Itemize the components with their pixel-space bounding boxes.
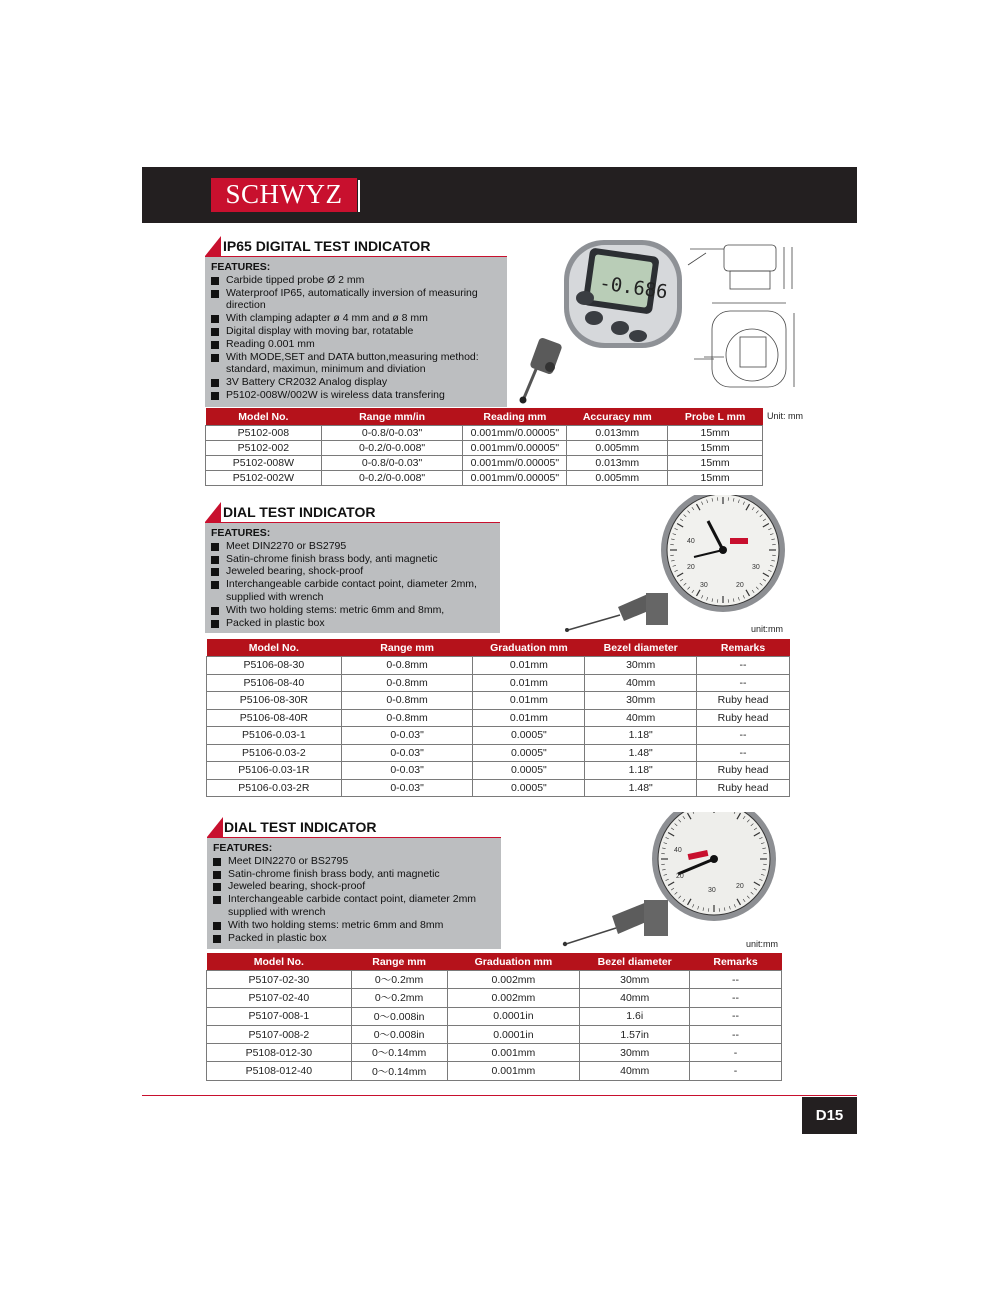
column-header: Remarks <box>690 953 782 971</box>
table-cell: 0-0.2/0-0.008" <box>321 471 463 486</box>
table-cell: 15mm <box>668 426 763 441</box>
table-row <box>207 674 790 692</box>
table-cell: 15mm <box>668 471 763 486</box>
table-cell: 40mm <box>580 1062 690 1080</box>
column-header: Model No. <box>207 639 342 657</box>
bullet-square-icon <box>213 935 221 943</box>
table-header-row <box>206 408 763 426</box>
table-cell: P5106-08-30R <box>207 692 342 710</box>
display-reading: -0.686 <box>597 272 670 304</box>
table-cell: 0-0.8/0-0.03" <box>321 456 463 471</box>
column-header: Reading mm <box>463 408 567 426</box>
table-cell: 40mm <box>585 674 697 692</box>
section-title: DIAL TEST INDICATOR <box>224 819 377 835</box>
table-cell: Ruby head <box>697 709 790 727</box>
table-cell: 0.01mm <box>473 674 585 692</box>
dial-indicator-image <box>560 495 790 635</box>
column-header: Graduation mm <box>447 953 580 971</box>
column-header: Bezel diameter <box>585 639 697 657</box>
table-cell: 30mm <box>585 692 697 710</box>
bullet-square-icon <box>211 392 219 400</box>
column-header: Probe L mm <box>668 408 763 426</box>
table-row <box>206 441 763 456</box>
logo-divider <box>358 180 360 212</box>
table-cell: 0-0.03" <box>341 779 473 797</box>
column-header: Range mm/in <box>321 408 463 426</box>
table-cell: 0.005mm <box>567 441 668 456</box>
column-header: Model No. <box>207 953 352 971</box>
table-cell: -- <box>690 1007 782 1025</box>
feature-text: Jeweled bearing, shock-proof <box>226 565 364 578</box>
feature-text: Packed in plastic box <box>226 616 325 629</box>
feature-item <box>211 376 501 389</box>
table-cell: P5102-002W <box>206 471 322 486</box>
bullet-square-icon <box>213 871 221 879</box>
table-cell: -- <box>697 674 790 692</box>
table-cell: 0-0.03" <box>341 727 473 745</box>
bullet-square-icon <box>211 354 219 362</box>
unit-label: Unit: mm <box>767 411 803 421</box>
feature-item <box>213 919 495 932</box>
table-cell: 40mm <box>585 709 697 727</box>
feature-text: With clamping adapter ø 4 mm and ø 8 mm <box>226 312 428 325</box>
feature-text: With MODE,SET and DATA button,measuring method: standard, maximun, minimum and diviation <box>226 350 479 376</box>
table-cell: 40mm <box>580 989 690 1007</box>
table-cell: 30mm <box>580 971 690 989</box>
table-cell: 0.001mm/0.00005" <box>463 471 567 486</box>
table-cell: 0-0.8mm <box>341 657 473 675</box>
table-cell: -- <box>690 1025 782 1043</box>
table-cell: 0.001mm/0.00005" <box>463 441 567 456</box>
feature-text: Digital display with moving bar, rotatable <box>226 324 414 337</box>
feature-item <box>211 287 501 313</box>
table-row <box>207 1044 782 1062</box>
table-cell: 0.001mm/0.00005" <box>463 456 567 471</box>
table-cell: 30mm <box>585 657 697 675</box>
table-cell: P5102-002 <box>206 441 322 456</box>
table-cell: 0.002mm <box>447 971 580 989</box>
table-cell: 0～0.14mm <box>351 1044 447 1062</box>
table-cell: 0-0.8/0-0.03" <box>321 426 463 441</box>
column-header: Graduation mm <box>473 639 585 657</box>
bullet-square-icon <box>211 290 219 298</box>
table-row <box>207 727 790 745</box>
table-cell: 0.005mm <box>567 471 668 486</box>
spec-table <box>205 408 763 486</box>
table-header-row <box>207 953 782 971</box>
feature-text: Interchangeable carbide contact point, diameter 2mm supplied with wrench <box>228 893 477 918</box>
feature-text: Packed in plastic box <box>228 931 327 944</box>
table-row <box>207 989 782 1007</box>
table-cell: 1.57in <box>580 1025 690 1043</box>
feature-item <box>211 578 494 604</box>
feature-item <box>213 893 495 919</box>
table-cell: P5107-02-30 <box>207 971 352 989</box>
table-cell: 0～0.008in <box>351 1025 447 1043</box>
bullet-square-icon <box>213 883 221 891</box>
table-cell: 0.001mm <box>447 1062 580 1080</box>
column-header: Bezel diameter <box>580 953 690 971</box>
feature-text: Meet DIN2270 or BS2795 <box>228 854 349 867</box>
svg-text:20: 20 <box>736 582 744 589</box>
table-row <box>207 692 790 710</box>
table-cell: 1.18" <box>585 727 697 745</box>
features-heading: FEATURES: <box>211 261 271 273</box>
section-title: DIAL TEST INDICATOR <box>223 504 376 520</box>
table-cell: P5102-008W <box>206 456 322 471</box>
bullet-square-icon <box>211 620 219 628</box>
table-row <box>206 456 763 471</box>
table-cell: 0.0001in <box>447 1007 580 1025</box>
table-cell: P5108-012-30 <box>207 1044 352 1062</box>
feature-list <box>213 855 495 945</box>
feature-item <box>211 553 494 566</box>
table-cell: 0.0001in <box>447 1025 580 1043</box>
feature-item <box>211 604 494 617</box>
digital-indicator-image <box>512 240 692 410</box>
bullet-square-icon <box>211 315 219 323</box>
table-cell: 0.001mm/0.00005" <box>463 426 567 441</box>
feature-item <box>211 312 501 325</box>
table-cell: 0.0005" <box>473 727 585 745</box>
table-row <box>206 471 763 486</box>
feature-item <box>213 868 495 881</box>
table-cell: 0.0005" <box>473 744 585 762</box>
feature-text: 3V Battery CR2032 Analog display <box>226 376 388 389</box>
unit-label: unit:mm <box>751 624 784 634</box>
table-cell: P5107-02-40 <box>207 989 352 1007</box>
bullet-square-icon <box>211 607 219 615</box>
table-cell: -- <box>690 971 782 989</box>
table-cell: -- <box>697 657 790 675</box>
table-cell: -- <box>690 989 782 1007</box>
table-cell: 1.48" <box>585 779 697 797</box>
feature-text: P5102-008W/002W is wireless data transfering <box>226 388 445 401</box>
table-cell: Ruby head <box>697 692 790 710</box>
feature-item <box>211 274 501 287</box>
table-cell: 1.48" <box>585 744 697 762</box>
column-header: Remarks <box>697 639 790 657</box>
feature-text: With two holding stems: metric 6mm and 8mm <box>228 918 444 931</box>
feature-item <box>211 325 501 338</box>
feature-text: With two holding stems: metric 6mm and 8mm, <box>226 603 445 616</box>
table-cell: 0-0.03" <box>341 762 473 780</box>
feature-text: Meet DIN2270 or BS2795 <box>226 539 347 552</box>
svg-text:30: 30 <box>708 887 716 894</box>
section-flag <box>207 817 223 837</box>
table-cell: -- <box>697 727 790 745</box>
table-cell: 15mm <box>668 456 763 471</box>
table-cell: P5106-0.03-2 <box>207 744 342 762</box>
feature-item <box>211 565 494 578</box>
technical-drawing <box>684 243 804 403</box>
table-cell: 0.0005" <box>473 779 585 797</box>
bullet-square-icon <box>213 896 221 904</box>
bullet-square-icon <box>211 581 219 589</box>
feature-item <box>211 338 501 351</box>
feature-text: Reading 0.001 mm <box>226 337 315 350</box>
table-cell: - <box>690 1044 782 1062</box>
svg-text:30: 30 <box>752 564 760 571</box>
table-cell: 0.002mm <box>447 989 580 1007</box>
column-header: Range mm <box>351 953 447 971</box>
spec-table <box>206 953 782 1081</box>
column-header: Model No. <box>206 408 322 426</box>
table-cell: P5108-012-40 <box>207 1062 352 1080</box>
column-header: Range mm <box>341 639 473 657</box>
feature-text: Satin-chrome finish brass body, anti magnetic <box>228 867 440 880</box>
table-cell: P5107-008-1 <box>207 1007 352 1025</box>
table-cell: -- <box>697 744 790 762</box>
svg-text:40: 40 <box>687 538 695 545</box>
features-heading: FEATURES: <box>213 842 273 854</box>
unit-label: unit:mm <box>746 939 779 949</box>
svg-text:20: 20 <box>687 564 695 571</box>
table-cell: 0-0.8mm <box>341 674 473 692</box>
svg-text:40: 40 <box>674 847 682 854</box>
table-cell: 0-0.8mm <box>341 709 473 727</box>
table-cell: 0～0.008in <box>351 1007 447 1025</box>
feature-item <box>211 617 494 630</box>
table-cell: 0-0.8mm <box>341 692 473 710</box>
table-row <box>207 744 790 762</box>
feature-item <box>211 389 501 402</box>
table-row <box>207 779 790 797</box>
features-box <box>205 257 507 407</box>
table-row <box>206 426 763 441</box>
table-cell: P5106-0.03-1R <box>207 762 342 780</box>
svg-text:20: 20 <box>676 873 684 880</box>
table-cell: P5106-0.03-2R <box>207 779 342 797</box>
dial-indicator-image <box>556 812 781 952</box>
table-cell: - <box>690 1062 782 1080</box>
column-header: Accuracy mm <box>567 408 668 426</box>
feature-item <box>213 880 495 893</box>
bullet-square-icon <box>211 568 219 576</box>
table-row <box>207 1062 782 1080</box>
bullet-square-icon <box>211 379 219 387</box>
bullet-square-icon <box>211 556 219 564</box>
feature-text: Satin-chrome finish brass body, anti magnetic <box>226 552 438 565</box>
section-flag <box>205 502 221 522</box>
table-cell: 30mm <box>580 1044 690 1062</box>
feature-item <box>211 351 501 377</box>
svg-text:30: 30 <box>700 582 708 589</box>
bullet-square-icon <box>211 328 219 336</box>
table-cell: P5107-008-2 <box>207 1025 352 1043</box>
features-box <box>205 523 500 633</box>
table-cell: 0.001mm <box>447 1044 580 1062</box>
table-cell: 1.18" <box>585 762 697 780</box>
table-row <box>207 762 790 780</box>
brand-name: SCHWYZ <box>225 179 343 209</box>
section-title: IP65 DIGITAL TEST INDICATOR <box>223 238 431 254</box>
table-row <box>207 1007 782 1025</box>
table-row <box>207 709 790 727</box>
page-number: D15 <box>802 1097 857 1134</box>
bullet-square-icon <box>213 922 221 930</box>
table-row <box>207 971 782 989</box>
table-cell: 15mm <box>668 441 763 456</box>
table-cell: 0～0.2mm <box>351 989 447 1007</box>
feature-item <box>213 932 495 945</box>
table-row <box>207 657 790 675</box>
table-cell: Ruby head <box>697 762 790 780</box>
svg-text:20: 20 <box>736 883 744 890</box>
feature-text: Jeweled bearing, shock-proof <box>228 880 366 893</box>
table-cell: 0.0005" <box>473 762 585 780</box>
feature-text: Waterproof IP65, automatically inversion of measuring direction <box>226 286 478 312</box>
feature-item <box>213 855 495 868</box>
table-header-row <box>207 639 790 657</box>
table-cell: 0.01mm <box>473 657 585 675</box>
feature-item <box>211 540 494 553</box>
table-cell: 0.01mm <box>473 692 585 710</box>
table-cell: 0.013mm <box>567 426 668 441</box>
table-row <box>207 1025 782 1043</box>
section-flag <box>205 236 221 256</box>
table-cell: 0～0.14mm <box>351 1062 447 1080</box>
features-box <box>207 838 501 949</box>
feature-text: Carbide tipped probe Ø 2 mm <box>226 273 365 286</box>
table-cell: 0～0.2mm <box>351 971 447 989</box>
table-cell: Ruby head <box>697 779 790 797</box>
features-heading: FEATURES: <box>211 527 271 539</box>
bullet-square-icon <box>211 341 219 349</box>
table-cell: 0-0.03" <box>341 744 473 762</box>
footer-rule <box>142 1095 857 1096</box>
table-cell: P5106-08-40R <box>207 709 342 727</box>
feature-text: Interchangeable carbide contact point, diameter 2mm, supplied with wrench <box>226 578 477 603</box>
table-cell: P5106-0.03-1 <box>207 727 342 745</box>
bullet-square-icon <box>211 543 219 551</box>
table-cell: 0.013mm <box>567 456 668 471</box>
bullet-square-icon <box>211 277 219 285</box>
feature-list <box>211 274 501 402</box>
table-cell: P5106-08-40 <box>207 674 342 692</box>
table-cell: 0.01mm <box>473 709 585 727</box>
table-cell: P5102-008 <box>206 426 322 441</box>
feature-list <box>211 540 494 630</box>
table-cell: P5106-08-30 <box>207 657 342 675</box>
table-cell: 1.6i <box>580 1007 690 1025</box>
table-cell: 0-0.2/0-0.008" <box>321 441 463 456</box>
bullet-square-icon <box>213 858 221 866</box>
spec-table <box>206 639 790 797</box>
